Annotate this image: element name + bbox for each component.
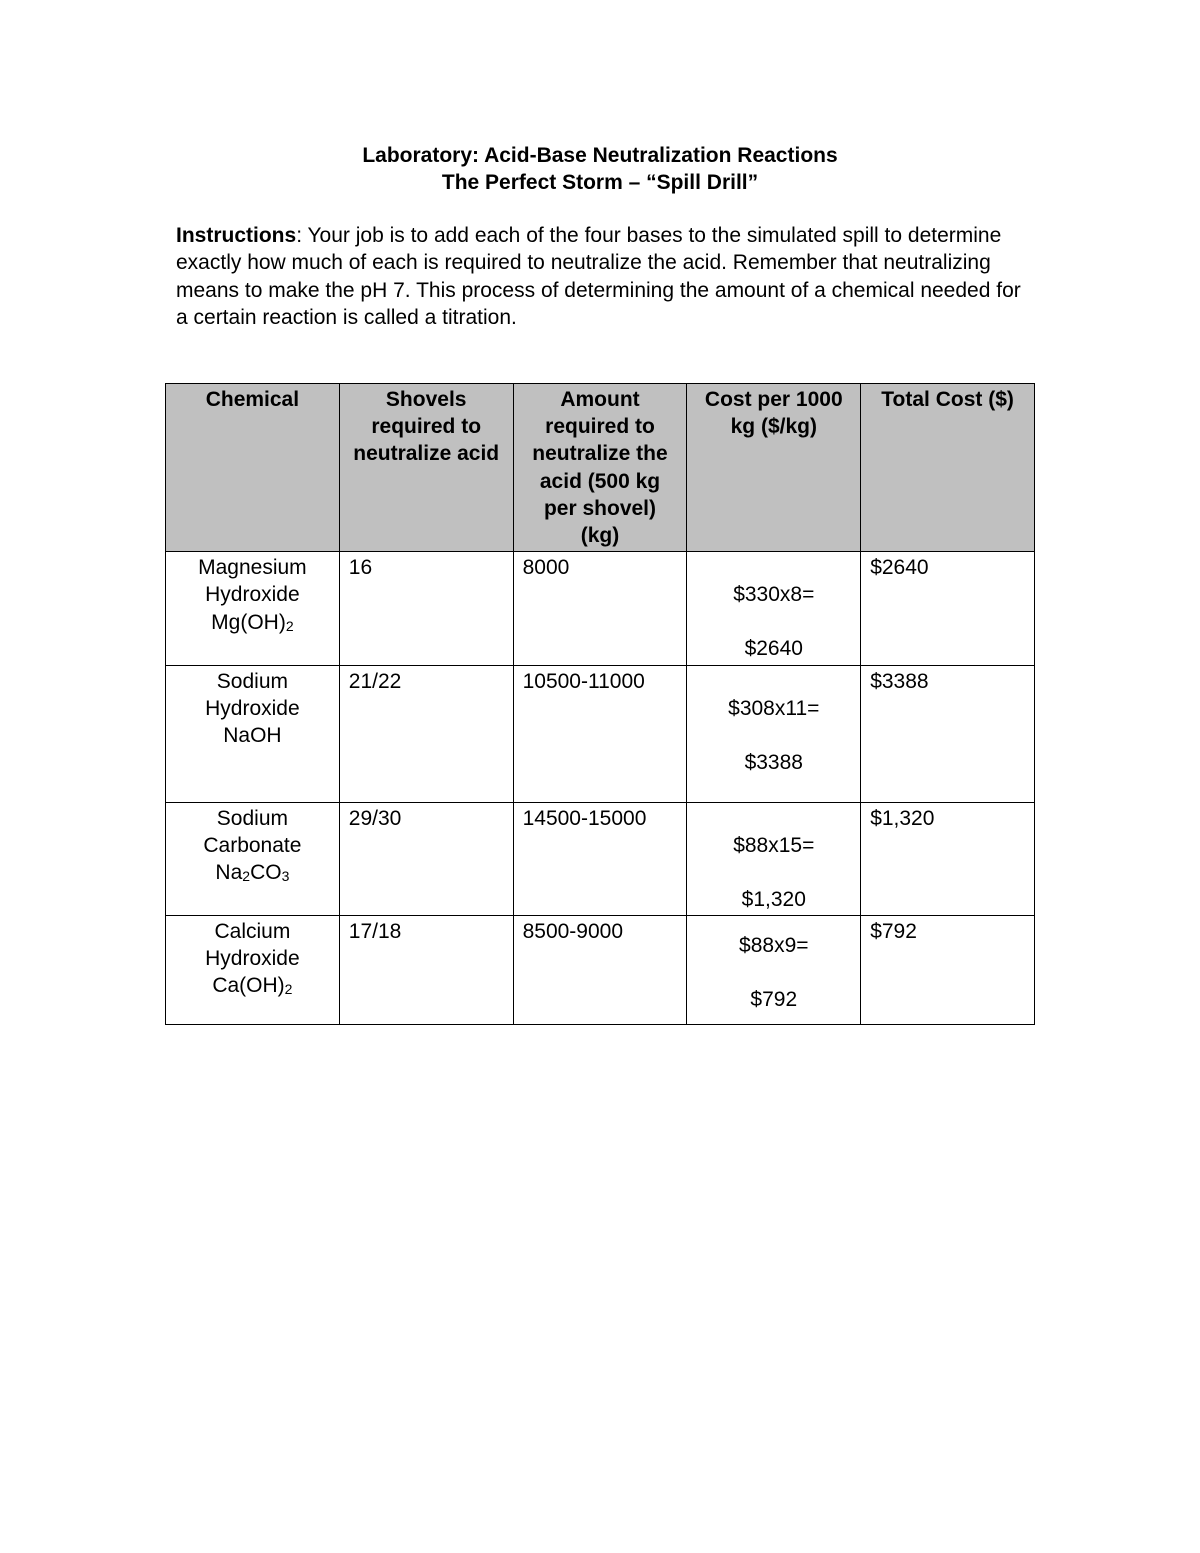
instructions-label: Instructions (176, 224, 297, 247)
chemical-formula: NaOH (223, 724, 282, 748)
amount-cell: 8000 (513, 552, 687, 665)
cost-calculation: $330x8= (733, 583, 815, 607)
total-cost-cell: $792 (861, 916, 1035, 1025)
formula-subscript: 2 (284, 981, 293, 998)
cost-calculation: $88x15= (733, 833, 815, 857)
chemical-cell (166, 916, 340, 1025)
formula-part-co: CO (250, 861, 282, 885)
shovels-cell: 16 (339, 552, 513, 665)
formula-subscript: 2 (285, 617, 294, 634)
cost-calculation: $88x9= (739, 934, 809, 958)
shovels-cell: 21/22 (339, 665, 513, 802)
chemical-cell (166, 665, 340, 802)
chemical-name-line-2: Hydroxide (205, 696, 300, 720)
chemical-name-line-1: Calcium (214, 920, 291, 944)
header-chemical: Chemical (166, 384, 340, 552)
instructions-paragraph (176, 222, 1026, 331)
chemical-name-line-2: Hydroxide (205, 947, 300, 971)
table-row (166, 552, 1035, 665)
cost-cell (687, 552, 861, 665)
title-line-2: The Perfect Storm – “Spill Drill” (441, 171, 759, 194)
total-cost-cell: $2640 (861, 552, 1035, 665)
cost-result: $2640 (744, 637, 803, 661)
chemical-name-line-2: Carbonate (203, 833, 302, 857)
document-title (0, 142, 1200, 196)
shovels-cell: 17/18 (339, 916, 513, 1025)
title-line-1: Laboratory: Acid-Base Neutralization Reactions (362, 144, 838, 167)
formula-subscript-1: 2 (242, 868, 251, 885)
formula-base: Ca(OH) (212, 974, 285, 998)
chemical-formula (175, 972, 330, 1003)
header-amount: Amount required to neutralize the acid (500 kg per shovel) (kg) (513, 384, 687, 552)
table-row (166, 802, 1035, 915)
total-cost-cell: $3388 (861, 665, 1035, 802)
instructions-text: : Your job is to add each of the four bases to the simulated spill to determine exactly how much of each is required to neutralize the acid. Remember that neutralizing means to make the pH 7. This process of determining the amount of a chemical needed for a certain reaction is called a titration. (176, 224, 1021, 329)
total-cost-cell: $1,320 (861, 802, 1035, 915)
cost-result: $1,320 (741, 887, 806, 911)
header-total-cost: Total Cost ($) (861, 384, 1035, 552)
chemical-formula (175, 609, 330, 640)
chemical-name-line-1: Magnesium (198, 556, 307, 580)
chemicals-table (165, 383, 1035, 1025)
formula-part-na: Na (215, 861, 243, 885)
chemical-formula (175, 859, 330, 890)
chemical-name-line-1: Sodium (216, 806, 288, 830)
chemical-cell (166, 552, 340, 665)
cost-cell (687, 665, 861, 802)
table-header-row (166, 384, 1035, 552)
table-row (166, 916, 1035, 1025)
header-shovels: Shovels required to neutralize acid (339, 384, 513, 552)
amount-cell: 8500-9000 (513, 916, 687, 1025)
chemical-cell (166, 802, 340, 915)
header-cost-per-1000kg: Cost per 1000 kg ($/kg) (687, 384, 861, 552)
chemical-name-line-2: Hydroxide (205, 583, 300, 607)
cost-result: $792 (750, 988, 798, 1012)
cost-calculation: $308x11= (728, 696, 820, 720)
cost-result: $3388 (744, 750, 803, 774)
formula-base: Mg(OH) (211, 610, 286, 634)
chemical-name-line-1: Sodium (216, 669, 288, 693)
cost-cell (687, 916, 861, 1025)
shovels-cell: 29/30 (339, 802, 513, 915)
cost-cell (687, 802, 861, 915)
amount-cell: 10500-11000 (513, 665, 687, 802)
amount-cell: 14500-15000 (513, 802, 687, 915)
formula-subscript-2: 3 (281, 868, 290, 885)
table-row (166, 665, 1035, 802)
